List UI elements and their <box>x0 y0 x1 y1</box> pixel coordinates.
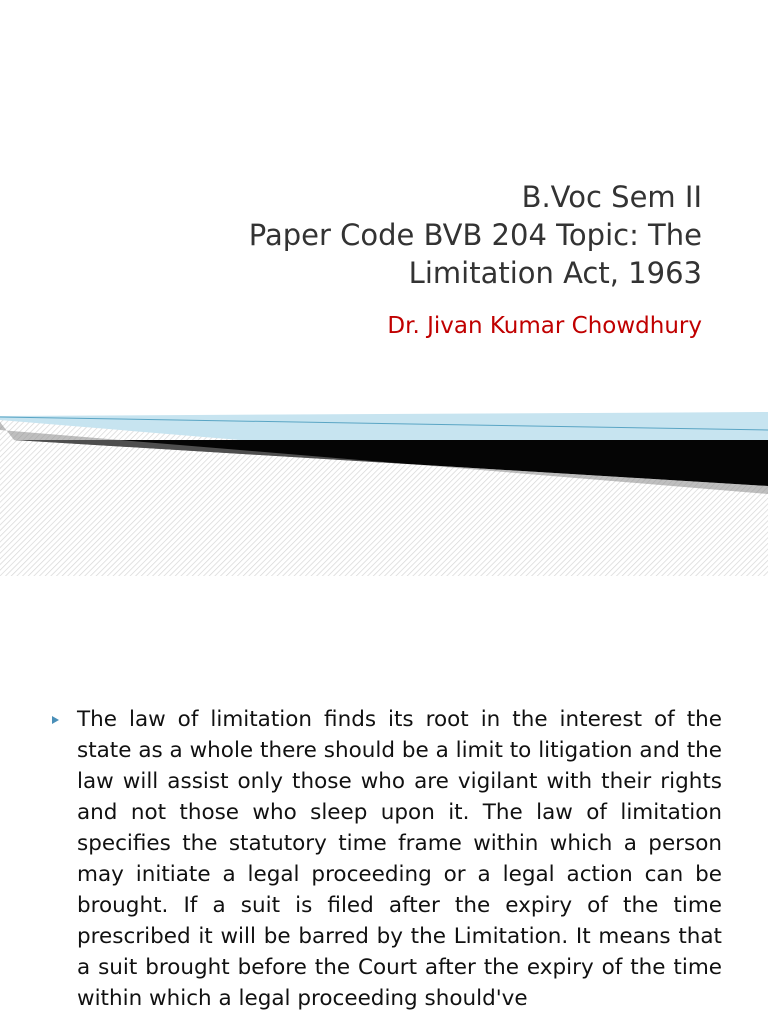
author-name: Dr. Jivan Kumar Chowdhury <box>387 313 702 339</box>
content-slide <box>0 690 768 1024</box>
slide-gap <box>0 576 768 690</box>
title-line-2: Paper Code BVB 204 Topic: The <box>248 218 702 252</box>
triangle-bullet-icon <box>52 716 59 724</box>
title-line-1: B.Voc Sem II <box>521 180 702 214</box>
bullet-item <box>52 704 722 1014</box>
title-line-3: Limitation Act, 1963 <box>408 256 702 290</box>
slide-title <box>62 178 702 292</box>
decorative-band <box>0 400 768 576</box>
bullet-text: The law of limitation finds its root in the interest of the state as a whole there should be a limit to litigation and the law will assist only those who are vigilant with their rights and not those who sleep upon it. The law of limitation specifies the statutory time frame within which a person may initiate a legal proceeding or a legal action can be brought. If a suit is filed after the expiry of the time prescribed it will be barred by the Limitation. It means that a suit brought before the Court after the expiry of the time within which a legal proceeding should've <box>77 707 722 1011</box>
